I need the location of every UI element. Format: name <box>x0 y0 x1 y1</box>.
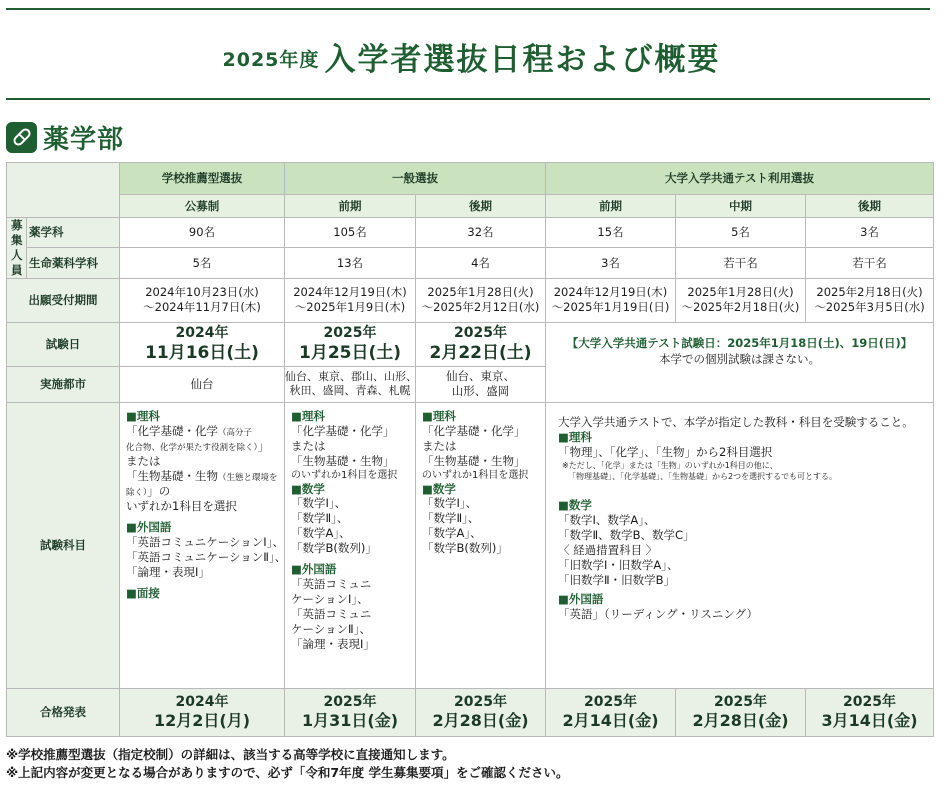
shutsugan-label: 出願受付期間 <box>7 278 120 322</box>
section-rika: ■理科 <box>558 429 592 444</box>
period-start: 2024年12月19日(木) <box>293 285 407 300</box>
sub-kyotsu-chuki: 中期 <box>676 195 806 218</box>
col-kyotsu: 大学入学共通テスト利用選抜 <box>546 163 934 195</box>
toshi-label: 実施都市 <box>7 366 120 402</box>
subject-line: 「数学A」、 <box>422 526 482 541</box>
pill-icon <box>6 122 37 153</box>
city-line: 山形、盛岡 <box>451 384 510 399</box>
cap-cell: 3名 <box>806 218 934 248</box>
row-shutsugan <box>7 278 934 322</box>
subject-line: 「数学Ⅱ、数学B、数学C」 <box>558 527 695 542</box>
footnotes <box>6 746 568 782</box>
subject-line: 「旧数学Ⅰ・旧数学A」、 <box>558 557 679 572</box>
period-cell <box>546 278 676 322</box>
footnote: ※上記内容が変更となる場合がありますので、必ず「令和7年度 学生募集要項」をご確認ください。 <box>6 765 569 781</box>
col-ippan: 一般選抜 <box>285 163 546 195</box>
cap-cell: 3名 <box>546 248 676 278</box>
subject-line: 「英語コミュニ <box>291 607 372 621</box>
subject-line: 「生物基礎・生物（生態と環境を <box>126 468 278 483</box>
period-end: 〜2025年1月9日(木) <box>294 300 406 315</box>
cap-cell: 4名 <box>416 248 546 278</box>
row-kamoku <box>7 402 934 688</box>
subjects-ippan-zenki <box>285 402 416 688</box>
result-date: 3月14日(金) <box>821 710 918 730</box>
result-date: 2月28日(金) <box>432 710 529 730</box>
title-main: 入学者選抜日程および概要 <box>324 42 721 78</box>
rika-note: 「物理基礎」、「化学基礎」、「生物基礎」から2つを選択するでも可とする。 <box>568 471 838 481</box>
cap-cell: 5名 <box>120 248 285 278</box>
subject-line: 化合物、化学が果たす役割を除く）」 <box>126 438 270 453</box>
result-year: 2025年 <box>454 693 507 710</box>
subject-line: 「生物基礎・生物」 <box>291 453 395 468</box>
period-cell <box>120 278 285 322</box>
subject-line: または <box>291 438 326 453</box>
subject-line: 「論理・表現Ⅰ」 <box>126 564 210 579</box>
result-date: 1月31日(金) <box>301 710 399 730</box>
period-cell <box>416 278 546 322</box>
period-end: 〜2025年2月12日(水) <box>421 300 540 315</box>
footnote: ※学校推薦型選抜（指定校制）の詳細は、該当する高等学校に直接通知します。 <box>6 747 455 762</box>
subject-line: 「英語コミュニ <box>291 577 372 592</box>
yakugaku-label: 薬学科 <box>27 218 120 248</box>
kyotsu-no-individual-note: 本学での個別試験は課さない。 <box>659 351 820 366</box>
section-sugaku: ■数学 <box>291 481 325 496</box>
subjects-suisen <box>120 402 285 688</box>
result-date: 2月14日(金) <box>562 710 659 730</box>
exam-year: 2025年 <box>323 325 377 342</box>
period-start: 2024年10月23日(水) <box>145 285 259 300</box>
period-end: 〜2025年3月5日(水) <box>814 300 925 315</box>
exam-date-cell <box>285 322 416 366</box>
city-cell <box>285 366 416 402</box>
exam-date: 11月16日(土) <box>145 343 259 364</box>
result-date-cell <box>285 688 416 736</box>
kyotsu-exam-date-note: 【大学入学共通テスト試験日：2025年1月18日(土)、19日(日)】 <box>566 335 913 350</box>
subject-line: 「数学Ⅰ、数学A」、 <box>558 512 656 527</box>
subject-line: ケーションⅠ」、 <box>291 592 369 607</box>
row-seimei <box>7 248 934 278</box>
subject-line: 「数学B(数列)」 <box>422 541 508 556</box>
subject-line: 「物理」、「化学」、「生物」から2科目選択 <box>558 444 773 459</box>
subject-line: 「化学基礎・化学（高分子 <box>126 423 253 438</box>
sub-koubo: 公募制 <box>120 195 285 218</box>
subject-line: ケーションⅡ」、 <box>291 621 371 636</box>
subjects-kyotsu <box>546 402 934 688</box>
period-end: 〜2025年1月19日(日) <box>551 300 670 315</box>
boshu-label <box>7 218 27 279</box>
sub-ippan-koki: 後期 <box>416 195 546 218</box>
boshu-vertical-text: 募集人員 <box>11 218 23 277</box>
subject-line: または <box>422 438 457 453</box>
cap-cell: 若干名 <box>676 248 806 278</box>
faculty-heading <box>6 120 124 154</box>
goukaku-label: 合格発表 <box>7 688 120 736</box>
exam-date: 1月25日(土) <box>298 343 402 364</box>
page-title <box>0 34 943 79</box>
period-cell <box>806 278 934 322</box>
result-date: 12月2日(月) <box>153 710 251 730</box>
city-line: 秋田、盛岡、青森、札幌 <box>289 384 411 398</box>
exam-year: 2025年 <box>454 325 507 342</box>
city-line: 仙台、東京、 <box>446 369 515 384</box>
subject-line: 「数学Ⅰ」、 <box>291 496 347 511</box>
result-date-cell <box>546 688 676 736</box>
city-line: 仙台、東京、郡山、山形、 <box>285 369 417 383</box>
period-end: 〜2025年2月18日(火) <box>681 300 800 315</box>
subject-line: 〈 経過措置科目 〉 <box>558 542 658 557</box>
subject-line: 「英語コミュニケーションⅠ」、 <box>126 534 284 549</box>
result-year: 2025年 <box>843 693 896 710</box>
subject-line: 「数学B(数列)」 <box>291 541 377 556</box>
section-gaikokugo: ■外国語 <box>291 562 337 577</box>
row-yakugaku <box>7 218 934 248</box>
section-rika: ■理科 <box>291 408 325 423</box>
exam-date-cell <box>416 322 546 366</box>
cap-cell: 13名 <box>285 248 416 278</box>
result-year: 2025年 <box>584 693 637 710</box>
result-year: 2025年 <box>323 693 377 710</box>
period-cell <box>285 278 416 322</box>
row-goukaku <box>7 688 934 736</box>
subject-line: 「数学Ⅱ」、 <box>291 511 349 526</box>
subject-line: 「化学基礎・化学」 <box>422 423 526 438</box>
subject-line: 「論理・表現Ⅰ」 <box>291 636 375 651</box>
section-mensetsu: ■面接 <box>126 585 160 600</box>
seimei-label: 生命薬科学科 <box>27 248 120 278</box>
cap-cell: 若干名 <box>806 248 934 278</box>
result-date-cell <box>120 688 285 736</box>
period-cell <box>676 278 806 322</box>
top-rule <box>6 8 930 10</box>
section-gaikokugo: ■外国語 <box>558 591 604 606</box>
result-date-cell <box>676 688 806 736</box>
subject-line: 「数学A」、 <box>291 526 351 541</box>
subject-line: 「数学Ⅰ」、 <box>422 496 478 511</box>
subject-line: のいずれか1科目を選択 <box>291 469 398 481</box>
period-start: 2025年1月28日(火) <box>427 285 534 300</box>
subject-line: のいずれか1科目を選択 <box>422 469 529 481</box>
bottom-rule <box>6 98 930 100</box>
exam-date: 2月22日(土) <box>429 343 532 364</box>
city-cell <box>416 366 546 402</box>
period-start: 2025年2月18日(火) <box>816 285 923 300</box>
subject-line: 「英語」（リーディング・リスニング） <box>558 606 758 621</box>
result-year: 2025年 <box>714 693 767 710</box>
result-date: 2月28日(金) <box>692 710 789 730</box>
result-date-cell <box>416 688 546 736</box>
result-year: 2024年 <box>175 693 229 710</box>
section-rika: ■理科 <box>126 408 160 423</box>
cap-cell: 32名 <box>416 218 546 248</box>
sub-ippan-zenki: 前期 <box>285 195 416 218</box>
period-end: 〜2024年11月7日(木) <box>143 300 261 315</box>
cap-cell: 105名 <box>285 218 416 248</box>
subject-line: いずれか1科目を選択 <box>126 498 237 513</box>
exam-year: 2024年 <box>175 325 229 342</box>
row-shiken <box>7 322 934 366</box>
sub-kyotsu-koki: 後期 <box>806 195 934 218</box>
section-gaikokugo: ■外国語 <box>126 519 172 534</box>
cap-cell: 5名 <box>676 218 806 248</box>
section-rika: ■理科 <box>422 408 456 423</box>
subjects-ippan-koki <box>416 402 546 688</box>
section-sugaku: ■数学 <box>558 497 592 512</box>
subject-line: 除く）」の <box>126 483 171 498</box>
subject-line: 「化学基礎・化学」 <box>291 423 395 438</box>
subject-line: 「数学Ⅱ」、 <box>422 511 480 526</box>
kyotsu-intro: 大学入学共通テストで、本学が指定した教科・科目を受験すること。 <box>558 414 914 429</box>
kamoku-label: 試験科目 <box>7 402 120 688</box>
period-start: 2024年12月19日(木) <box>553 285 668 300</box>
cap-cell: 90名 <box>120 218 285 248</box>
subject-line: 「生物基礎・生物」 <box>422 453 526 468</box>
subject-line: または <box>126 453 161 468</box>
title-year: 2025年度 <box>222 49 320 71</box>
sub-kyotsu-zenki: 前期 <box>546 195 676 218</box>
shiken-label: 試験日 <box>7 322 120 366</box>
schedule-table <box>6 162 934 737</box>
subject-line: 「旧数学Ⅱ・旧数学B」 <box>558 572 676 587</box>
corner-cell <box>7 163 120 218</box>
rika-note: ※ただし、「化学」または「生物」のいずれか1科目の他に、 <box>562 460 778 470</box>
cap-cell: 15名 <box>546 218 676 248</box>
subject-line: 「英語コミュニケーションⅡ」、 <box>126 549 287 564</box>
kyotsu-exam-note-cell <box>546 322 934 402</box>
col-suisen: 学校推薦型選抜 <box>120 163 285 195</box>
faculty-name: 薬学部 <box>43 124 125 155</box>
result-date-cell <box>806 688 934 736</box>
city-cell: 仙台 <box>120 366 285 402</box>
period-start: 2025年1月28日(火) <box>687 285 794 300</box>
section-sugaku: ■数学 <box>422 481 456 496</box>
exam-date-cell <box>120 322 285 366</box>
